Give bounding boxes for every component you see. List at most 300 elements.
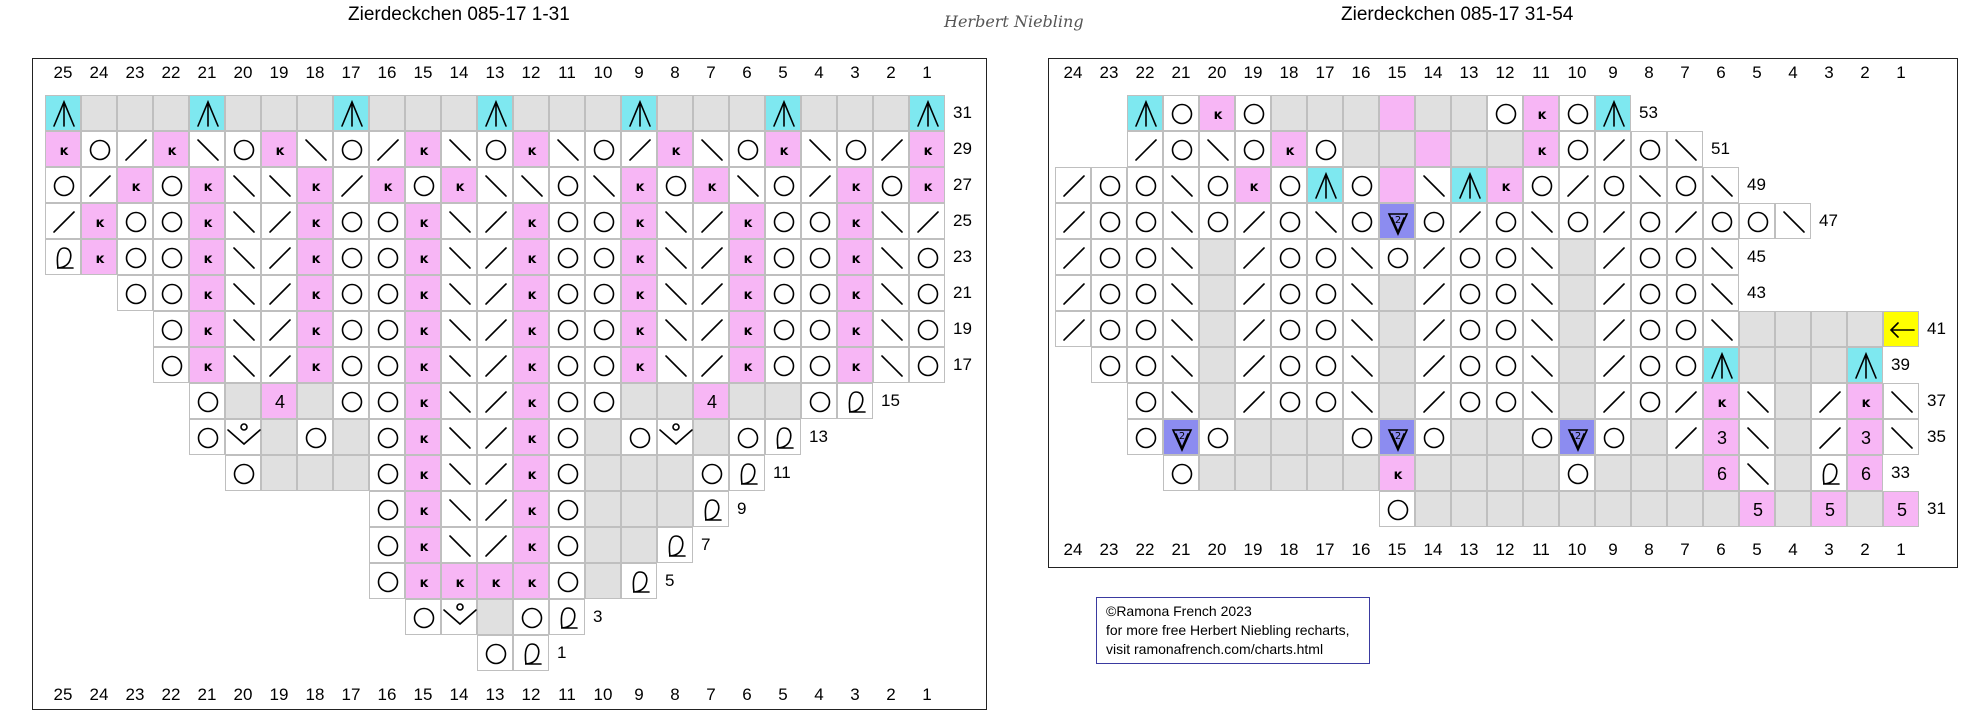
no-stitch-cell [1379,275,1415,311]
no-stitch-cell [1451,419,1487,455]
row-number: 43 [1747,283,1766,302]
double-decrease-cell [1127,95,1163,131]
no-stitch-cell [333,455,369,491]
yarn-over-cell [1631,347,1667,383]
yarn-over-cell [1091,275,1127,311]
svg-text:ĸ: ĸ [635,180,645,195]
column-number-top: 18 [305,63,325,82]
decrease-left-cell [225,275,261,311]
yarn-over-cell [1415,419,1451,455]
column-number-top: 4 [1788,63,1798,82]
yarn-over-cell [1487,275,1523,311]
column-number-bottom: 5 [778,685,788,704]
knit-through-back-cell [837,203,873,239]
no-stitch-cell [585,563,621,599]
double-decrease-cell [1595,95,1631,131]
yarn-over-cell [477,131,513,167]
no-stitch-cell [801,95,837,131]
knit-through-back-cell [441,167,477,203]
svg-text:ĸ: ĸ [311,288,321,303]
twisted-stitch-cell [513,635,549,671]
decrease-right-cell [1451,203,1487,239]
yarn-over-cell [765,203,801,239]
yarn-over-cell [1163,95,1199,131]
no-stitch-cell [1307,455,1343,491]
no-stitch-cell [657,383,693,419]
svg-text:2: 2 [1394,431,1402,442]
column-number-top: 5 [778,63,788,82]
yarn-over-cell [1559,95,1595,131]
column-number-top: 12 [1495,63,1515,82]
knit-through-back-cell [189,347,225,383]
svg-text:ĸ: ĸ [419,432,429,447]
decrease-right-cell [1055,167,1091,203]
no-stitch-cell [81,95,117,131]
yarn-over-cell [585,131,621,167]
no-stitch-cell [1235,455,1271,491]
decrease-right-cell [1667,419,1703,455]
knit-through-back-cell [405,239,441,275]
svg-text:ĸ: ĸ [311,180,321,195]
no-stitch-cell [1559,347,1595,383]
decrease-right-cell [1415,347,1451,383]
decrease-left-cell [657,275,693,311]
knit-through-back-cell [1703,383,1739,419]
knit-through-back-cell [513,383,549,419]
yarn-over-cell [801,347,837,383]
decrease-left-cell [261,167,297,203]
knit-through-back-cell [297,239,333,275]
column-number-top: 2 [1860,63,1870,82]
no-stitch-cell [1451,491,1487,527]
knit-through-back-cell [297,347,333,383]
knit-through-back-cell [405,563,441,599]
decrease-left-cell [225,239,261,275]
decrease-left-cell [1343,347,1379,383]
decrease-right-cell [333,167,369,203]
no-stitch-cell [297,95,333,131]
yarn-over-cell [189,383,225,419]
yarn-over-cell [297,419,333,455]
decrease-right-cell [477,419,513,455]
decrease-left-cell [297,131,333,167]
no-stitch-cell [657,455,693,491]
bobble-stitch-cell [441,599,477,635]
knit-through-back-cell [405,527,441,563]
svg-text:ĸ: ĸ [923,180,933,195]
yarn-over-cell [765,239,801,275]
yarn-over-cell [153,275,189,311]
knit-through-back-cell [189,275,225,311]
no-stitch-cell [1379,347,1415,383]
decrease-right-cell [693,203,729,239]
no-stitch-cell [873,95,909,131]
decrease-left-cell [1523,311,1559,347]
yarn-over-cell [1307,275,1343,311]
column-number-bottom: 25 [53,685,73,704]
svg-text:ĸ: ĸ [419,540,429,555]
knit-through-back-cell [1523,95,1559,131]
knit-through-back-cell [441,563,477,599]
no-stitch-cell [1451,95,1487,131]
decrease-left-cell [801,131,837,167]
knit-through-back-cell [513,131,549,167]
yarn-over-cell [729,131,765,167]
svg-text:ĸ: ĸ [779,144,789,159]
column-number-bottom: 11 [1532,540,1550,559]
svg-text:ĸ: ĸ [419,252,429,267]
decrease-right-cell [261,275,297,311]
yarn-over-cell [405,599,441,635]
row-number: 31 [953,103,972,122]
decrease-right-cell [693,239,729,275]
no-stitch-cell [1775,383,1811,419]
no-stitch-cell [261,419,297,455]
decrease-right-cell [1415,239,1451,275]
svg-text:ĸ: ĸ [203,288,213,303]
decrease-left-cell [1415,167,1451,203]
knit-through-back-cell [153,131,189,167]
column-number-bottom: 17 [341,685,361,704]
yarn-over-cell [1271,347,1307,383]
column-number-top: 14 [1423,63,1443,82]
svg-text:ĸ: ĸ [743,324,753,339]
svg-text:ĸ: ĸ [311,252,321,267]
row-number: 49 [1747,175,1766,194]
yarn-over-cell [1595,419,1631,455]
yarn-over-cell [549,311,585,347]
yarn-over-cell [369,563,405,599]
knit-through-back-cell [513,455,549,491]
number-cell-cell [1379,167,1415,203]
decrease-right-cell [1235,311,1271,347]
yarn-over-cell [585,275,621,311]
yarn-over-cell [1631,311,1667,347]
no-stitch-cell [1415,95,1451,131]
column-number-top: 23 [1099,63,1119,82]
yarn-over-cell [1631,275,1667,311]
svg-text:ĸ: ĸ [1537,108,1547,123]
decrease-left-cell [1163,347,1199,383]
decrease-left-cell [1523,347,1559,383]
yarn-over-cell [1667,239,1703,275]
yarn-over-cell [765,311,801,347]
no-stitch-cell [117,95,153,131]
yarn-over-cell [549,275,585,311]
yarn-over-cell [585,239,621,275]
svg-text:ĸ: ĸ [635,216,645,231]
svg-text:5: 5 [1824,500,1836,520]
decrease-left-cell [225,203,261,239]
decrease-right-cell [369,131,405,167]
yarn-over-cell [369,311,405,347]
svg-text:ĸ: ĸ [455,576,465,591]
yarn-over-cell [153,203,189,239]
knit-through-back-cell [45,131,81,167]
no-stitch-cell [405,95,441,131]
knit-through-back-cell [837,311,873,347]
svg-text:ĸ: ĸ [851,360,861,375]
column-number-bottom: 15 [1387,540,1407,559]
yarn-over-cell [1091,203,1127,239]
decrease-left-cell [441,131,477,167]
twisted-stitch-cell [765,419,801,455]
svg-text:ĸ: ĸ [527,324,537,339]
yarn-over-cell [1127,311,1163,347]
yarn-over-cell [1163,131,1199,167]
decrease-right-cell [477,491,513,527]
no-stitch-cell [1199,275,1235,311]
column-number-bottom: 13 [1459,540,1479,559]
website-link[interactable]: visit ramonafrench.com/charts.html [1106,641,1324,657]
knit-through-back-cell [513,275,549,311]
column-number-bottom: 18 [1279,540,1299,559]
svg-text:ĸ: ĸ [527,576,537,591]
yarn-over-cell [369,419,405,455]
decrease-left-cell [225,347,261,383]
bobble-stitch-cell [225,419,261,455]
no-stitch-cell [621,527,657,563]
yarn-over-cell [1595,167,1631,203]
column-number-bottom: 8 [670,685,680,704]
svg-text:ĸ: ĸ [419,288,429,303]
column-number-bottom: 2 [1860,540,1870,559]
yarn-over-cell [1415,203,1451,239]
yarn-over-cell [333,347,369,383]
yarn-over-cell [657,167,693,203]
row-number: 7 [701,535,711,554]
decrease-left-cell [1667,131,1703,167]
yarn-over-cell [369,491,405,527]
row-number: 5 [665,571,675,590]
svg-text:ĸ: ĸ [275,144,285,159]
no-stitch-cell [1415,455,1451,491]
column-number-top: 19 [269,63,289,82]
column-number-bottom: 6 [742,685,752,704]
decrease-right-cell [693,311,729,347]
knit-through-back-cell [189,239,225,275]
knit-through-back-cell [189,203,225,239]
decrease-right-cell [477,455,513,491]
decrease-left-cell [441,203,477,239]
decrease-right-cell [261,239,297,275]
svg-text:4: 4 [274,392,286,412]
svg-text:ĸ: ĸ [1717,396,1727,411]
column-number-top: 17 [1315,63,1335,82]
row-number: 11 [773,463,791,482]
knit-through-back-cell [405,347,441,383]
decrease-left-cell [225,167,261,203]
no-stitch-cell [1271,95,1307,131]
row-number: 3 [593,607,603,626]
yarn-over-cell [1163,455,1199,491]
no-stitch-cell [1199,311,1235,347]
row-number: 53 [1639,103,1658,122]
decrease-right-cell [1811,383,1847,419]
knit-through-back-cell [261,131,297,167]
yarn-over-cell [1703,203,1739,239]
row-number: 31 [1927,499,1946,518]
column-number-bottom: 15 [413,685,433,704]
copyright-line: ©Ramona French 2023 [1106,603,1252,619]
decrease-left-cell [585,167,621,203]
svg-text:ĸ: ĸ [707,180,717,195]
svg-text:ĸ: ĸ [851,180,861,195]
double-decrease-cell [621,95,657,131]
no-stitch-cell [621,455,657,491]
knit-through-back-cell [513,203,549,239]
knit-through-back-cell [513,563,549,599]
yarn-over-cell [621,419,657,455]
no-stitch-cell [585,455,621,491]
no-stitch-cell [1775,311,1811,347]
decrease-left-cell [657,311,693,347]
svg-text:ĸ: ĸ [95,252,105,267]
knit-through-back-cell [189,167,225,203]
no-stitch-cell [1703,491,1739,527]
decrease-right-cell [1055,239,1091,275]
no-stitch-cell [1235,419,1271,455]
decrease-left-cell [657,347,693,383]
yarn-over-cell [1523,167,1559,203]
no-stitch-cell [513,95,549,131]
decrease-right-cell [1415,311,1451,347]
knit-through-back-cell [657,131,693,167]
column-number-top: 18 [1279,63,1299,82]
double-decrease-cell [1703,347,1739,383]
knit-through-back-cell [405,131,441,167]
decrease-left-cell [1523,239,1559,275]
no-stitch-cell [1775,347,1811,383]
no-stitch-cell [729,95,765,131]
decrease-left-cell [1523,383,1559,419]
yarn-over-cell [1307,311,1343,347]
decrease-right-cell [1127,131,1163,167]
double-decrease-cell [909,95,945,131]
yarn-over-cell [1127,347,1163,383]
yarn-over-cell [549,419,585,455]
column-number-bottom: 9 [634,685,644,704]
no-stitch-cell [1415,491,1451,527]
svg-text:ĸ: ĸ [527,396,537,411]
row-number: 51 [1711,139,1730,158]
yarn-over-cell [1127,167,1163,203]
yarn-over-cell [333,275,369,311]
svg-text:ĸ: ĸ [671,144,681,159]
knit-through-back-cell [837,275,873,311]
decrease-left-cell [477,167,513,203]
yarn-over-cell [1487,95,1523,131]
arrow-left-cell [1883,311,1919,347]
number-cell-cell [1379,95,1415,131]
yarn-over-cell [369,527,405,563]
svg-text:ĸ: ĸ [311,216,321,231]
svg-text:ĸ: ĸ [527,288,537,303]
decrease-left-cell [225,311,261,347]
column-number-top: 7 [1680,63,1690,82]
decrease-right-cell [477,527,513,563]
column-number-top: 8 [1644,63,1654,82]
yarn-over-cell [585,383,621,419]
yarn-over-cell [405,167,441,203]
row-number: 33 [1891,463,1910,482]
no-stitch-cell [297,455,333,491]
knit-through-back-cell [513,419,549,455]
decrease-right-cell [1235,275,1271,311]
svg-text:ĸ: ĸ [851,216,861,231]
decrease-right-cell [261,203,297,239]
yarn-over-cell [369,203,405,239]
no-stitch-cell [1379,131,1415,167]
yarn-over-cell [1487,383,1523,419]
decrease-right-cell [1055,275,1091,311]
svg-text:ĸ: ĸ [203,360,213,375]
svg-text:ĸ: ĸ [527,540,537,555]
number-cell [1703,455,1739,491]
yarn-over-cell [1127,239,1163,275]
decrease-right-cell [477,203,513,239]
column-number-bottom: 3 [850,685,860,704]
cluster-stitch-cell [1379,419,1415,455]
decrease-right-cell [1595,347,1631,383]
row-number: 21 [953,283,972,302]
svg-text:ĸ: ĸ [95,216,105,231]
svg-text:ĸ: ĸ [419,360,429,375]
yarn-over-cell [81,131,117,167]
decrease-left-cell [441,419,477,455]
svg-text:ĸ: ĸ [203,324,213,339]
yarn-over-cell [1343,419,1379,455]
svg-text:ĸ: ĸ [383,180,393,195]
yarn-over-cell [549,491,585,527]
column-number-bottom: 10 [593,685,613,704]
yarn-over-cell [1451,311,1487,347]
no-stitch-cell [1595,455,1631,491]
yarn-over-cell [153,311,189,347]
no-stitch-cell [1199,455,1235,491]
knit-through-back-cell [837,167,873,203]
column-number-bottom: 16 [1351,540,1371,559]
no-stitch-cell [1271,419,1307,455]
no-stitch-cell [1739,311,1775,347]
decrease-left-cell [1343,239,1379,275]
knit-through-back-cell [729,239,765,275]
row-number: 45 [1747,247,1766,266]
yarn-over-cell [585,203,621,239]
column-number-top: 5 [1752,63,1762,82]
knit-through-back-cell [189,311,225,347]
yarn-over-cell [189,419,225,455]
knit-through-back-cell [117,167,153,203]
knit-through-back-cell [729,311,765,347]
no-stitch-cell [657,491,693,527]
twisted-stitch-cell [729,455,765,491]
decrease-right-cell [81,167,117,203]
column-number-bottom: 9 [1608,540,1618,559]
no-stitch-cell [477,599,513,635]
svg-text:ĸ: ĸ [743,360,753,375]
number-cell [1847,419,1883,455]
svg-text:ĸ: ĸ [1393,468,1403,483]
no-stitch-cell [585,419,621,455]
column-number-top: 22 [161,63,181,82]
yarn-over-cell [1307,131,1343,167]
yarn-over-cell [1631,383,1667,419]
knit-through-back-cell [1379,455,1415,491]
decrease-left-cell [657,203,693,239]
svg-text:5: 5 [1752,500,1764,520]
row-number: 19 [953,319,972,338]
